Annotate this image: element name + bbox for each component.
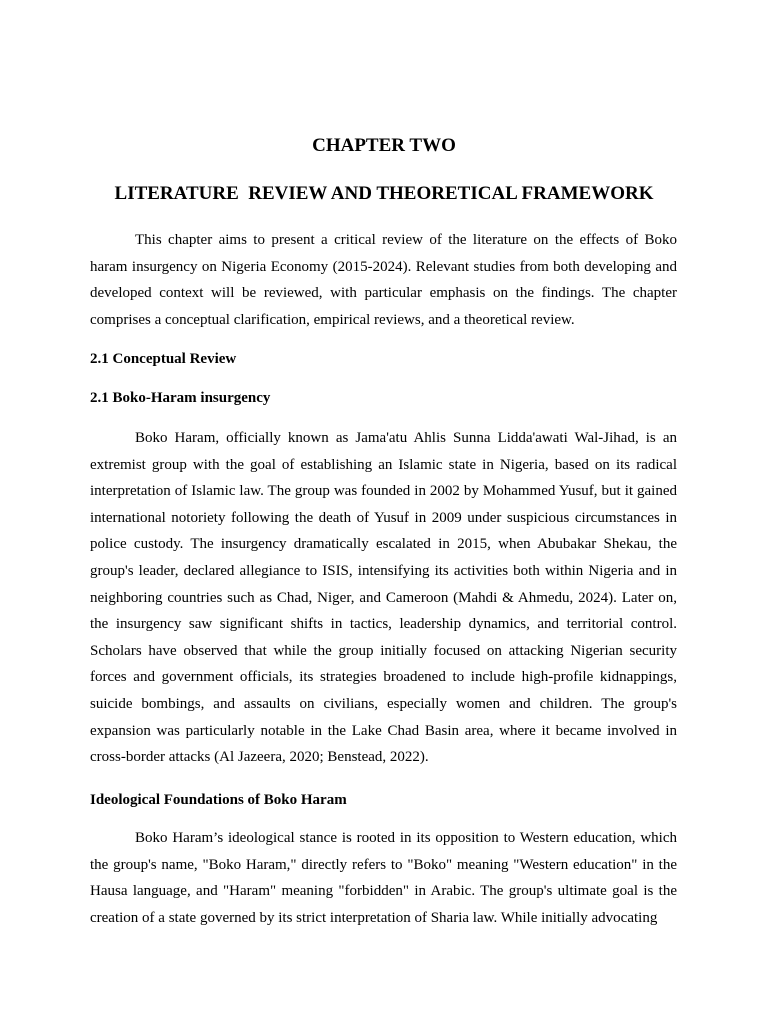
- intro-paragraph: This chapter aims to present a critical review of the literature on the effects of Boko haram insurgency on Nigeria Economy (2015-2024). Relevant studies from both developing and developed context will be reviewed, with particular emphasis on the findings. The chapter comprises a conceptual clarification, empirical reviews, and a theoretical review.: [90, 232, 677, 328]
- ideological-paragraph: Boko Haram’s ideological stance is rooted in its opposition to Western education, which the group's name, "Boko Haram," directly refers to "Boko" meaning "Western education" in the Hausa language, and "Haram" meaning "forbidden" in Arabic. The group's ultimate goal is the creation of a state governed by its strict interpretation of Sharia law. While initially advocating: [90, 830, 677, 926]
- section-heading-conceptual-review: 2.1 Conceptual Review: [90, 351, 237, 367]
- chapter-title: LITERATURE REVIEW AND THEORETICAL FRAMEWORK: [114, 183, 654, 204]
- boko-haram-paragraph: Boko Haram, officially known as Jama'atu Ahlis Sunna Lidda'awati Wal-Jihad, is an extremist group with the goal of establishing an Islamic state in Nigeria, based on its radical interpretation of Islamic law. The group was founded in 2002 by Mohammed Yusuf, but it gained international notoriety following the death of Yusuf in 2009 under suspicious circumstances in police custody. The insurgency dramatically escalated in 2015, when Abubakar Shekau, the group's leader, declared allegiance to ISIS, intensifying its activities both within Nigeria and in neighboring countries such as Chad, Niger, and Cameroon (Mahdi & Ahmedu, 2024). Later on, the insurgency saw significant shifts in tactics, leadership dynamics, and territorial control. Scholars have observed that while the group initially focused on attacking Nigerian security forces and government officials, its strategies broadened to include high-profile kidnappings, suicide bombings, and assaults on civilians, especially women and children. The group's expansion was particularly notable in the Lake Chad Basin area, where it became involved in cross-border attacks (Al Jazeera, 2020; Benstead, 2022).: [90, 430, 677, 766]
- chapter-label: CHAPTER TWO: [312, 135, 456, 156]
- subsection-heading-ideological-foundations: Ideological Foundations of Boko Haram: [90, 792, 347, 808]
- subsection-heading-boko-haram-insurgency: 2.1 Boko-Haram insurgency: [90, 390, 271, 406]
